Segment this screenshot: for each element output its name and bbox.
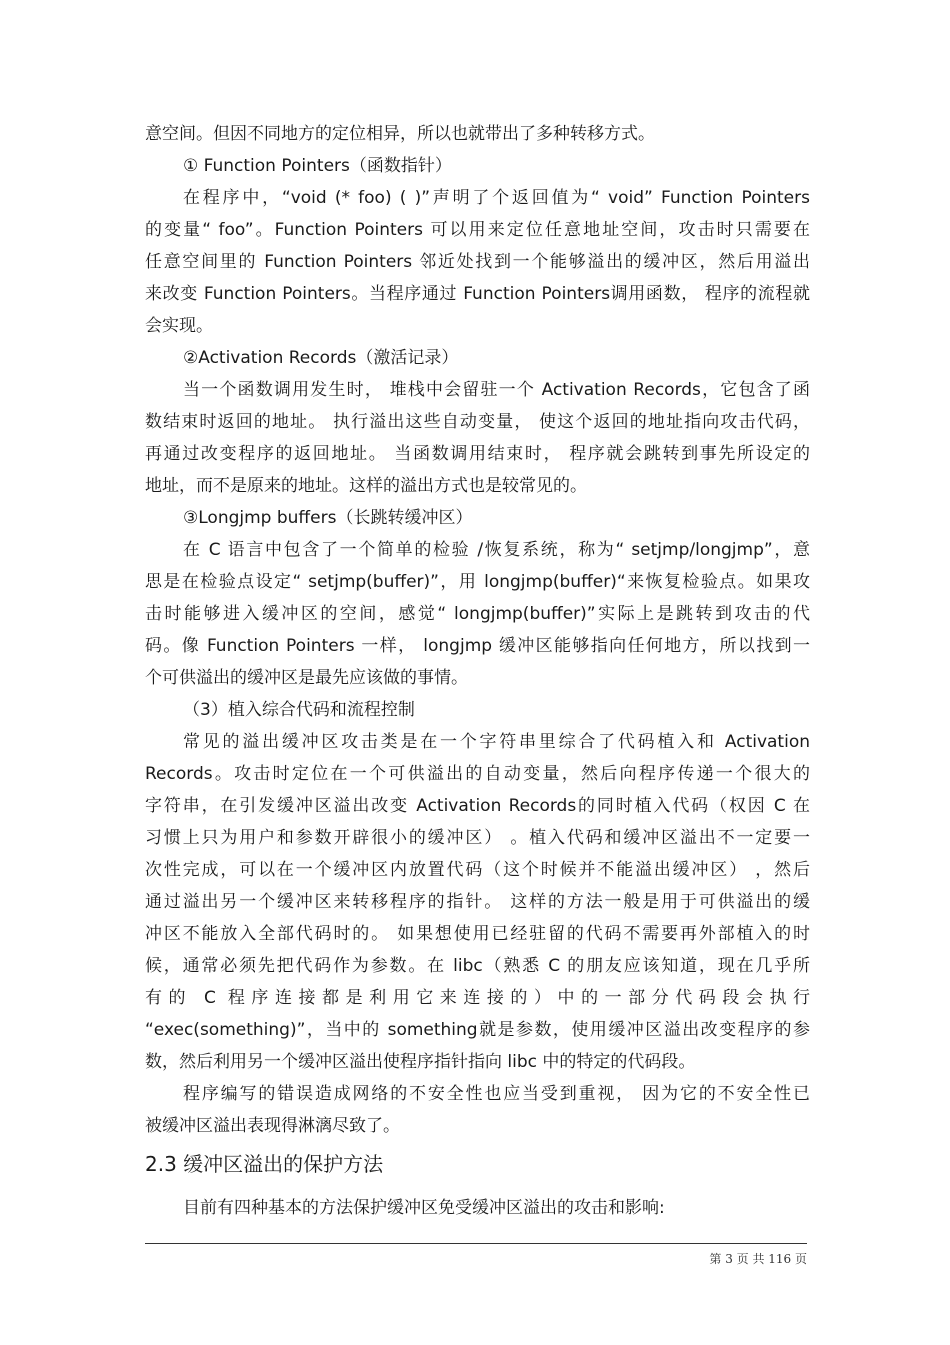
text-line: 当一个函数调用发生时， 堆栈中会留驻一个 Activation Records，它包含了函 bbox=[183, 380, 810, 400]
text-line: 来改变 Function Pointers。当程序通过 Function Pointers调用函数， 程序的流程就 bbox=[145, 284, 810, 304]
final-paragraph: 目前有四种基本的方法保护缓冲区免受缓冲区溢出的攻击和影响: bbox=[183, 1198, 665, 1218]
text-line: 思是在检验点设定“ setjmp(buffer)”，用 longjmp(buffer)“来恢复检验点。如果攻 bbox=[145, 572, 810, 592]
text-line: 任意空间里的 Function Pointers 邻近处找到一个能够溢出的缓冲区，然后用溢出 bbox=[145, 252, 810, 272]
text-line: （3）植入综合代码和流程控制 bbox=[183, 700, 415, 720]
text-line: 的变量“ foo”。Function Pointers 可以用来定位任意地址空间，攻击时只需要在 bbox=[145, 220, 810, 240]
text-line: ②Activation Records（激活记录） bbox=[183, 348, 459, 368]
text-line: ③Longjmp buffers（长跳转缓冲区） bbox=[183, 508, 473, 528]
text-line: 地址，而不是原来的地址。这样的溢出方式也是较常见的。 bbox=[145, 476, 587, 496]
text-line: 码。像 Function Pointers 一样， longjmp 缓冲区能够指向任何地方，所以找到一 bbox=[145, 636, 810, 656]
text-line: 被缓冲区溢出表现得淋漓尽致了。 bbox=[145, 1116, 400, 1136]
page-number: 第 3 页 共 116 页 bbox=[709, 1252, 807, 1266]
footer-rule bbox=[145, 1243, 807, 1244]
text-line: 数，然后利用另一个缓冲区溢出使程序指针指向 libc 中的特定的代码段。 bbox=[145, 1052, 696, 1072]
section-heading: 2.3 缓冲区溢出的保护方法 bbox=[145, 1152, 384, 1176]
text-line: 候，通常必须先把代码作为参数。在 libc（熟悉 C 的朋友应该知道，现在几乎所 bbox=[145, 956, 810, 976]
text-line: 次性完成，可以在一个缓冲区内放置代码（这个时候并不能溢出缓冲区） ，然后 bbox=[145, 860, 810, 880]
text-line: 再通过改变程序的返回地址。 当函数调用结束时， 程序就会跳转到事先所设定的 bbox=[145, 444, 810, 464]
text-line: ① Function Pointers（函数指针） bbox=[183, 156, 452, 176]
text-line: 冲区不能放入全部代码时的。 如果想使用已经驻留的代码不需要再外部植入的时 bbox=[145, 924, 810, 944]
text-line: 数结束时返回的地址。 执行溢出这些自动变量， 使这个返回的地址指向攻击代码， bbox=[145, 412, 810, 432]
text-line: 通过溢出另一个缓冲区来转移程序的指针。 这样的方法一般是用于可供溢出的缓 bbox=[145, 892, 810, 912]
text-line: 在程序中，“void (* foo) ( )”声明了个返回值为“ void” Function Pointers bbox=[183, 188, 810, 208]
text-line: “exec(something)”，当中的 something就是参数，使用缓冲区溢出改变程序的参 bbox=[145, 1020, 810, 1040]
text-line: 有的 C 程序连接都是利用它来连接的）中的一部分代码段会执行 bbox=[145, 988, 810, 1008]
text-line: 个可供溢出的缓冲区是最先应该做的事情。 bbox=[145, 668, 468, 688]
text-line: 字符串，在引发缓冲区溢出改变 Activation Records的同时植入代码（权因 C 在 bbox=[145, 796, 810, 816]
text-line: 程序编写的错误造成网络的不安全性也应当受到重视， 因为它的不安全性已 bbox=[183, 1084, 810, 1104]
text-line: Records。攻击时定位在一个可供溢出的自动变量，然后向程序传递一个很大的 bbox=[145, 764, 810, 784]
text-line: 在 C 语言中包含了一个简单的检验 /恢复系统，称为“ setjmp/longjmp”，意 bbox=[183, 540, 810, 560]
text-line: 习惯上只为用户和参数开辟很小的缓冲区） 。植入代码和缓冲区溢出不一定要一 bbox=[145, 828, 810, 848]
text-line: 意空间。但因不同地方的定位相异，所以也就带出了多种转移方式。 bbox=[145, 124, 655, 144]
paragraph-list bbox=[145, 118, 810, 1142]
text-line: 会实现。 bbox=[145, 316, 213, 336]
body-text bbox=[145, 118, 810, 1224]
text-line: 击时能够进入缓冲区的空间，感觉“ longjmp(buffer)”实际上是跳转到攻击的代 bbox=[145, 604, 810, 624]
text-line: 常见的溢出缓冲区攻击类是在一个字符串里综合了代码植入和 Activation bbox=[183, 732, 810, 752]
